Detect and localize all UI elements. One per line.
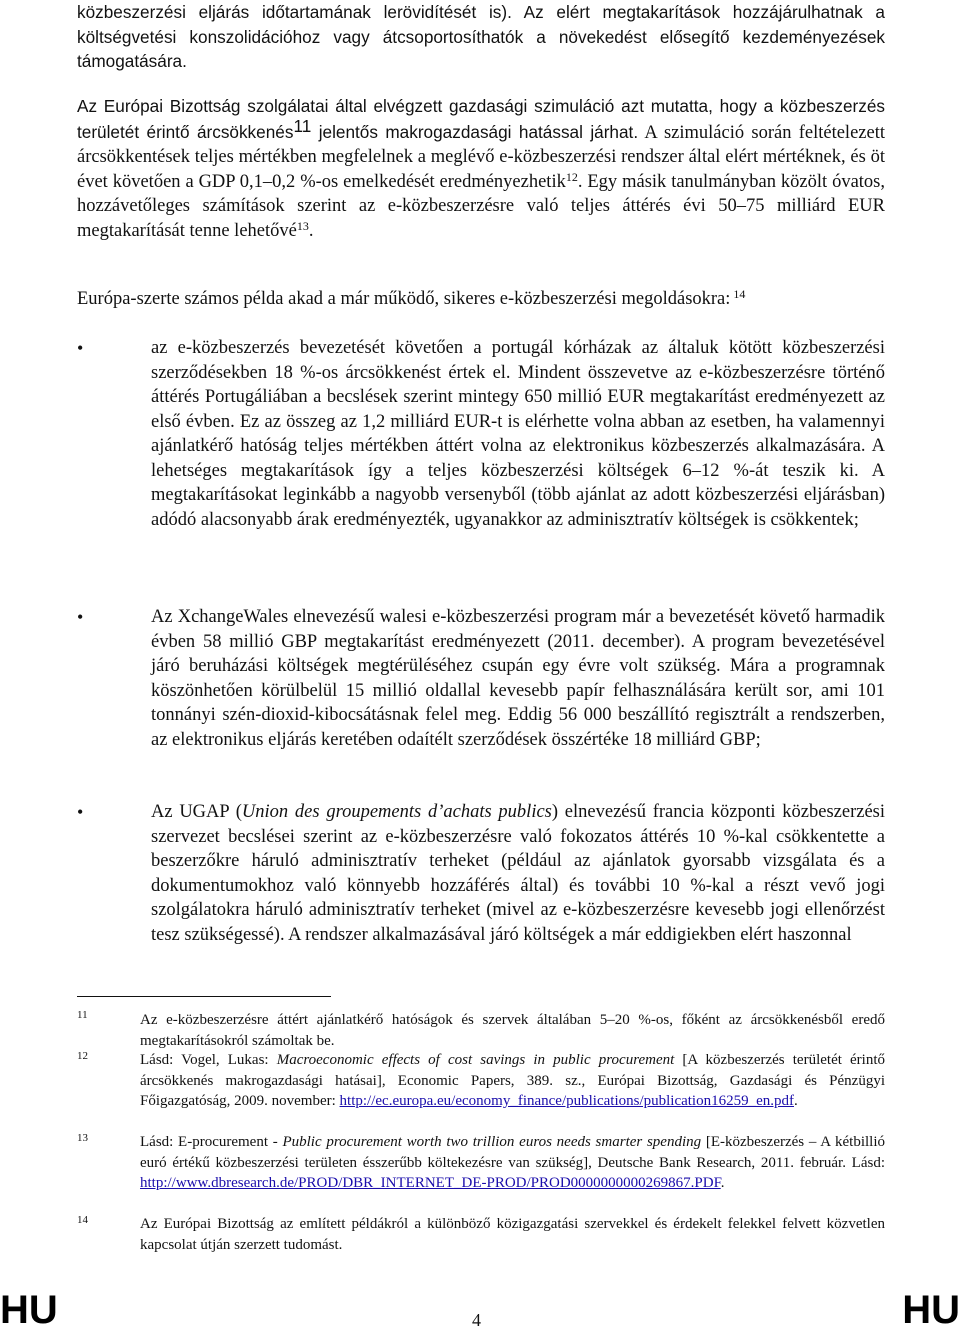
paragraph-text-sans: Az Európai Bizottság szolgálatai által elvégzett gazdasági szimuláció azt mutatta, hogy a közbeszerzés területét érintő árcsökkenés bbox=[77, 96, 885, 142]
page-number: 4 bbox=[472, 1310, 481, 1330]
footnote-number-14: 14 bbox=[77, 1214, 88, 1226]
footnote-text: . bbox=[794, 1093, 798, 1110]
list-item-text: ) elnevezésű francia központi közbeszerzési szervezet becslései szerint az e-közbeszerzésre való fokozatos áttérés 10 %-kal csökkentette a beszerzőkre háruló adminisztratív terheket (például az ajánlatok gyorsabb vizsgálata és a dokumentumokhoz való könnyebb hozzáférés által) és további 10 %-kal a részt vevő jogi szolgálatokra háruló adminisztratív terheket (mivel az e-közbeszerzésre kevesebb jogi ellenőrzést tesz szükségessé). A rendszer alkalmazásával járó költségek a már eddigiekben elért haszonnal bbox=[151, 802, 886, 945]
footnote-text: Az e-közbeszerzésre áttért ajánlatkérő hatóságok és szervek általában 5–20 %-os, főként az árcsökkenésből eredő megtakarításokról számoltak be. bbox=[140, 1012, 885, 1049]
bullet-icon bbox=[77, 336, 83, 361]
footnote-separator bbox=[77, 996, 331, 997]
list-item-portugal bbox=[151, 336, 885, 532]
footnote-ref-12[interactable]: 12 bbox=[565, 169, 578, 184]
footnote-ref-11[interactable]: 11 bbox=[293, 115, 312, 136]
paragraph-simulation bbox=[77, 94, 885, 243]
footnote-text: Az Európai Bizottság az említett példákról a különböző közigazgatási szervekkel és érdekelt felekkel felvett közvetlen kapcsolat útján szerzett tudomást. bbox=[140, 1216, 885, 1253]
footnote-13 bbox=[140, 1132, 885, 1194]
paragraph-text: . bbox=[308, 220, 314, 241]
footnote-number-13: 13 bbox=[77, 1132, 88, 1144]
footnote-number-12: 12 bbox=[77, 1050, 88, 1062]
list-item-text: az e-közbeszerzés bevezetését követően a portugál kórházak az általuk kötött közbeszerzési szerződésekben 18 %-os árcsökkenést értek el. Mindent összevetve az e-közbeszerzésre történő áttérés Portugáliában a becslések szerint mintegy 650 millió EUR megtakarítást eredményezett az első évben. Ez az összeg az 1,2 milliárd EUR-t is elérhette volna abban az esetben, ha valamennyi ajánlatkérő hatóság teljes mértékben áttért volna az elektronikus közbeszerzés alkalmazására. A lehetséges megtakarítások így a teljes közbeszerzési költségek 6–12 %-át teszik ki. A megtakarításokat leginkább a nagyobb versenyből (több ajánlat az adott közbeszerzési eljárásban) adódó alacsonyabb árak eredményezték, ugyanakkor az adminisztratív költségek is csökkentek; bbox=[151, 338, 885, 530]
footnote-text: . bbox=[720, 1175, 725, 1192]
footnote-italic-title: Macroeconomic effects of cost savings in public procurement bbox=[276, 1052, 675, 1068]
footnote-11 bbox=[140, 1010, 885, 1051]
language-code-right: HU bbox=[902, 1288, 960, 1332]
footnote-text: Lásd: Vogel, Lukas: bbox=[140, 1052, 277, 1068]
footnote-link-ec-europa[interactable]: http://ec.europa.eu/economy_finance/publications/publication16259_en.pdf bbox=[339, 1093, 794, 1110]
paragraph-text: A szimuláció során feltételezett árcsökkentések teljes mértékben megfelelnek a meglévő e-közbeszerzési rendszer által elért mértéknek, és öt évet követően a GDP 0,1–0,2 %-os emelkedését eredményezhetik bbox=[77, 122, 885, 192]
footnote-link-dbresearch[interactable]: http://www.dbresearch.de/PROD/DBR_INTERNET_DE-PROD/PROD0000000000269867.PDF bbox=[140, 1175, 721, 1192]
bullet-icon bbox=[77, 605, 83, 630]
language-code-left: HU bbox=[0, 1288, 58, 1332]
footnote-number-11: 11 bbox=[77, 1009, 88, 1021]
footnote-italic-title: Public procurement worth two trillion euros needs smarter spending bbox=[282, 1134, 702, 1150]
list-item-italic-text: Union des groupements d’achats publics bbox=[241, 802, 552, 822]
paragraph-examples-intro bbox=[77, 287, 885, 312]
bullet-icon bbox=[77, 800, 83, 825]
footnote-ref-13[interactable]: 13 bbox=[296, 218, 309, 233]
list-item-ugap bbox=[151, 800, 885, 947]
list-item-text: Az XchangeWales elnevezésű walesi e-közbeszerzési program már a bevezetését követő harmadik évben 58 millió GBP megtakarítást eredményezett (2011. december). A program bevezetésével járó beruházási költségek megtérüléséhez csupán egy évre volt szükség. Mára a programnak köszönhetően körülbelül 15 millió oldallal kevesebb papír felhasználására került sor, ami 101 tonnányi szén-dioxid-kibocsátásnak felel meg. Eddig 56 000 beszállító regisztrált a rendszerben, az elektronikus eljárás keretében odaítélt szerződések összértéke 18 milliárd GBP; bbox=[151, 607, 885, 750]
list-item-text: Az UGAP ( bbox=[151, 802, 242, 822]
footnote-text: Lásd: E-procurement - bbox=[140, 1134, 283, 1150]
footnote-14 bbox=[140, 1214, 885, 1255]
footnote-text: [E-közbeszerzés – A kétbillió euró értékű közbeszerzési területen ésszerűbb költekezésre van szükség], Deutsche Bank Research, 2011. február. Lásd: bbox=[140, 1134, 885, 1171]
paragraph-intro-continuation bbox=[77, 0, 885, 74]
footnote-12 bbox=[140, 1050, 885, 1112]
footnote-text: [A közbeszerzés területét érintő árcsökkenés makrogazdasági hatásai], Economic Papers, 389. sz., Európai Bizottság, Gazdasági és Pénzügyi Főigazgatóság, 2009. november: bbox=[140, 1052, 886, 1110]
list-item-wales bbox=[151, 605, 885, 752]
paragraph-text: közbeszerzési eljárás időtartamának lerövidítését is). Az elért megtakarítások hozzájárulhatnak a költségvetési konszolidációhoz vagy átcsoportosíthatók a növekedést elősegítő kezdeményezések támogatására. bbox=[77, 2, 885, 71]
footnote-ref-14[interactable]: 14 bbox=[730, 287, 746, 301]
paragraph-text-sans: jelentős makrogazdasági hatással járhat. bbox=[311, 121, 639, 142]
paragraph-text: . Egy másik tanulmányban közölt óvatos, hozzávetőleges számítások szerint az e-közbeszerzésre való teljes áttérés évi 50–75 milliárd EUR megtakarítását tenne lehetővé bbox=[77, 171, 885, 241]
paragraph-text: Európa-szerte számos példa akad a már működő, sikeres e-közbeszerzési megoldásokra: bbox=[77, 289, 731, 309]
